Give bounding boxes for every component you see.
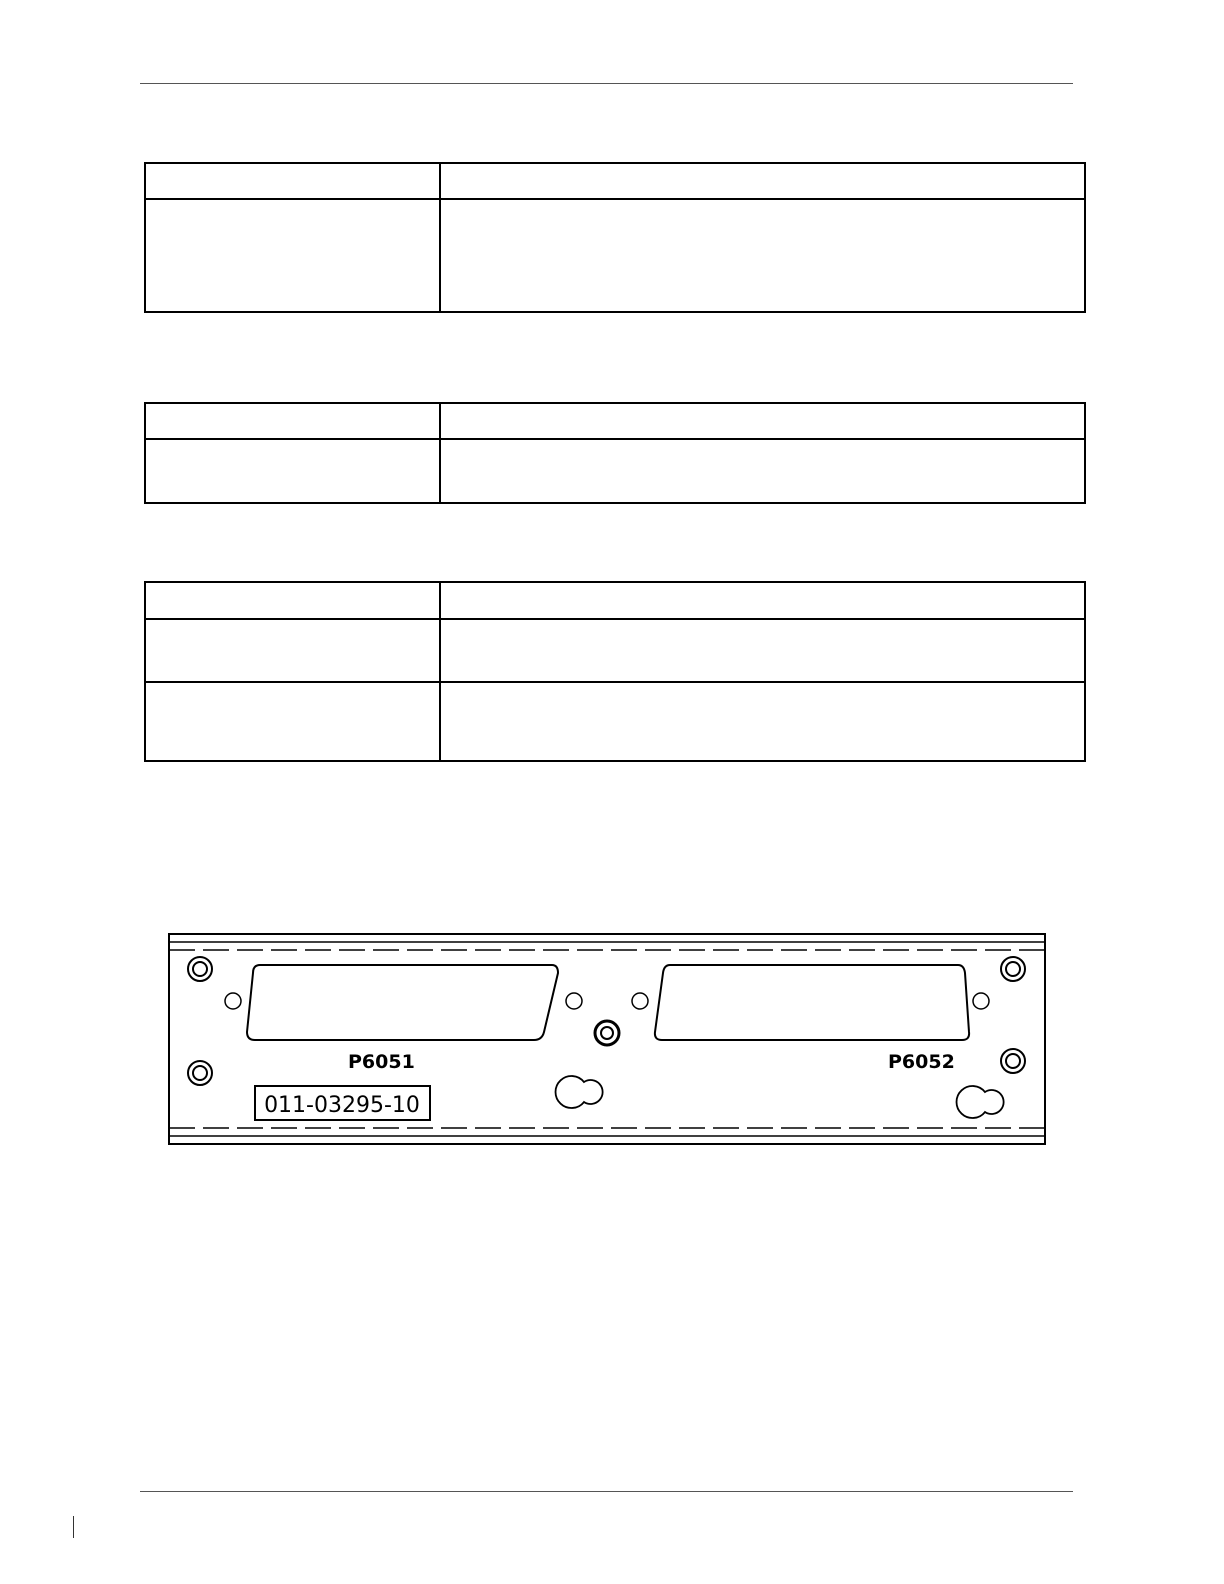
table-cell: [440, 682, 1085, 761]
connector-plate-drawing: [160, 920, 1060, 1160]
part-number-label: 011-03295-10: [264, 1093, 420, 1118]
keyhole-slot-left: [556, 1076, 603, 1108]
table-row: [145, 619, 1085, 682]
connector-plate-figure: [160, 920, 1060, 1160]
spec-table-2: [144, 402, 1086, 504]
connector-p6051-outline: [247, 965, 558, 1040]
table-row: [145, 439, 1085, 503]
table-header-cell: [145, 403, 440, 439]
table-header-cell: [440, 163, 1085, 199]
spec-table-1: [144, 162, 1086, 313]
table-row: [145, 682, 1085, 761]
spec-table-3: [144, 581, 1086, 762]
table-header-row: [145, 163, 1085, 199]
connector-label-p6052: P6052: [888, 1051, 955, 1073]
table-header-row: [145, 582, 1085, 619]
table-header-row: [145, 403, 1085, 439]
table-cell: [440, 439, 1085, 503]
table-header-cell: [440, 582, 1085, 619]
table-header-cell: [145, 163, 440, 199]
table-cell: [145, 619, 440, 682]
connector-p6052-outline: [655, 965, 969, 1040]
table-cell: [440, 619, 1085, 682]
table-cell: [145, 682, 440, 761]
table-cell: [440, 199, 1085, 312]
header-rule: [140, 83, 1073, 84]
connector-label-p6051: P6051: [348, 1051, 415, 1073]
footer-rule: [140, 1491, 1073, 1492]
table-header-cell: [440, 403, 1085, 439]
change-bar: [73, 1516, 74, 1538]
keyhole-slot-right: [957, 1086, 1004, 1118]
table-header-cell: [145, 582, 440, 619]
table-row: [145, 199, 1085, 312]
table-cell: [145, 439, 440, 503]
table-cell: [145, 199, 440, 312]
